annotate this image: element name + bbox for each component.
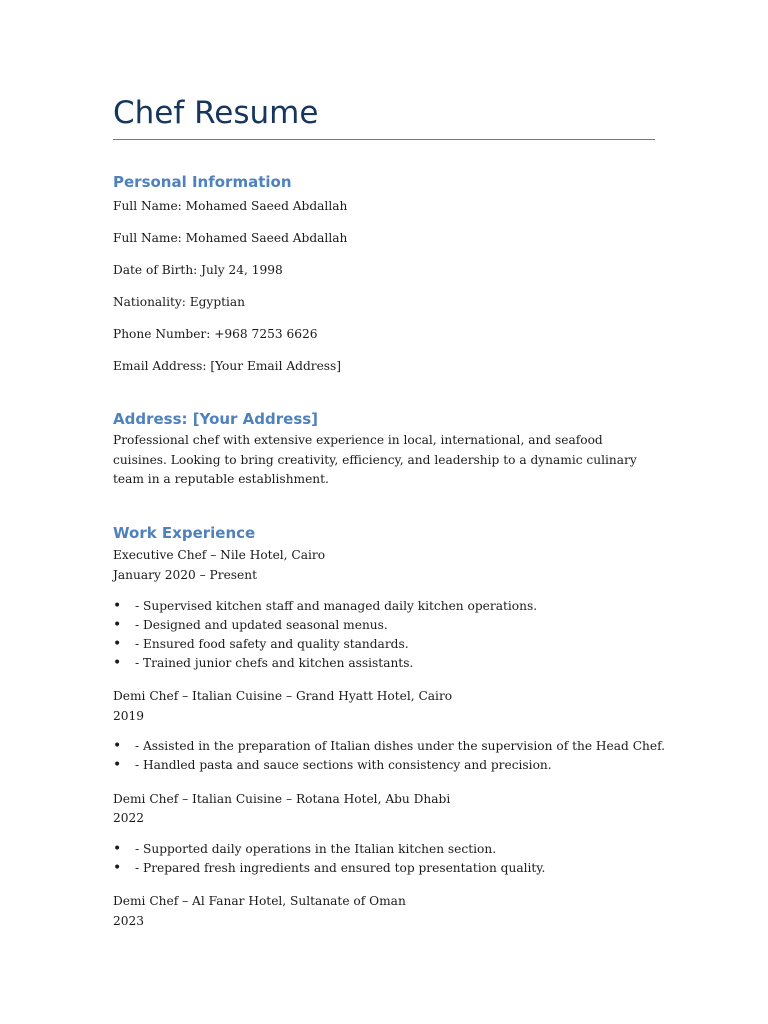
personal-full-name: Full Name: Mohamed Saeed Abdallah bbox=[113, 199, 348, 213]
profile-summary: Professional chef with extensive experience in local, international, and seafood cuisines. Looking to bring creativity, efficiency, and leadership to a dynamic culinary team in a reputable establishment. bbox=[113, 433, 637, 486]
duty-text: - Supervised kitchen staff and managed daily kitchen operations. bbox=[135, 599, 538, 613]
duty-text: - Handled pasta and sauce sections with consistency and precision. bbox=[135, 758, 552, 772]
duty-text: - Prepared fresh ingredients and ensured top presentation quality. bbox=[135, 861, 546, 875]
bullet-icon: • bbox=[113, 636, 122, 652]
personal-date-of-birth: Date of Birth: July 24, 1998 bbox=[113, 263, 283, 277]
job-period: January 2020 – Present bbox=[113, 568, 258, 582]
list-item bbox=[113, 654, 537, 673]
personal-phone-number: Phone Number: +968 7253 6626 bbox=[113, 327, 318, 341]
bullet-icon: • bbox=[113, 757, 122, 773]
job-title: Demi Chef – Italian Cuisine – Rotana Hotel, Abu Dhabi bbox=[113, 792, 451, 806]
bullet-icon: • bbox=[113, 598, 122, 614]
job-duties-list bbox=[113, 597, 537, 673]
list-item bbox=[113, 840, 545, 859]
job-duties-list bbox=[113, 737, 665, 775]
bullet-icon: • bbox=[113, 738, 122, 754]
duty-text: - Supported daily operations in the Italian kitchen section. bbox=[135, 842, 497, 856]
bullet-icon: • bbox=[113, 860, 122, 876]
list-item bbox=[113, 859, 545, 878]
job-period: 2019 bbox=[113, 709, 145, 723]
list-item bbox=[113, 597, 537, 616]
document-title: Chef Resume bbox=[113, 95, 319, 131]
job-title: Demi Chef – Al Fanar Hotel, Sultanate of Oman bbox=[113, 894, 406, 908]
bullet-icon: • bbox=[113, 655, 122, 671]
list-item bbox=[113, 737, 665, 756]
job-period: 2022 bbox=[113, 811, 145, 825]
job-period: 2023 bbox=[113, 914, 145, 928]
list-item bbox=[113, 756, 665, 775]
title-underline bbox=[113, 139, 655, 140]
job-duties-list bbox=[113, 840, 545, 878]
work-experience-heading: Work Experience bbox=[113, 524, 256, 542]
duty-text: - Assisted in the preparation of Italian dishes under the supervision of the Head Chef. bbox=[135, 739, 666, 753]
personal-full-name-repeat: Full Name: Mohamed Saeed Abdallah bbox=[113, 231, 348, 245]
personal-info-heading: Personal Information bbox=[113, 173, 292, 191]
list-item bbox=[113, 616, 537, 635]
personal-nationality: Nationality: Egyptian bbox=[113, 295, 246, 309]
bullet-icon: • bbox=[113, 841, 122, 857]
address-heading: Address: [Your Address] bbox=[113, 410, 319, 428]
duty-text: - Trained junior chefs and kitchen assistants. bbox=[135, 656, 414, 670]
job-title: Demi Chef – Italian Cuisine – Grand Hyatt Hotel, Cairo bbox=[113, 689, 453, 703]
duty-text: - Designed and updated seasonal menus. bbox=[135, 618, 388, 632]
bullet-icon: • bbox=[113, 617, 122, 633]
job-title: Executive Chef – Nile Hotel, Cairo bbox=[113, 548, 326, 562]
list-item bbox=[113, 635, 537, 654]
personal-email-address: Email Address: [Your Email Address] bbox=[113, 359, 342, 373]
duty-text: - Ensured food safety and quality standards. bbox=[135, 637, 409, 651]
